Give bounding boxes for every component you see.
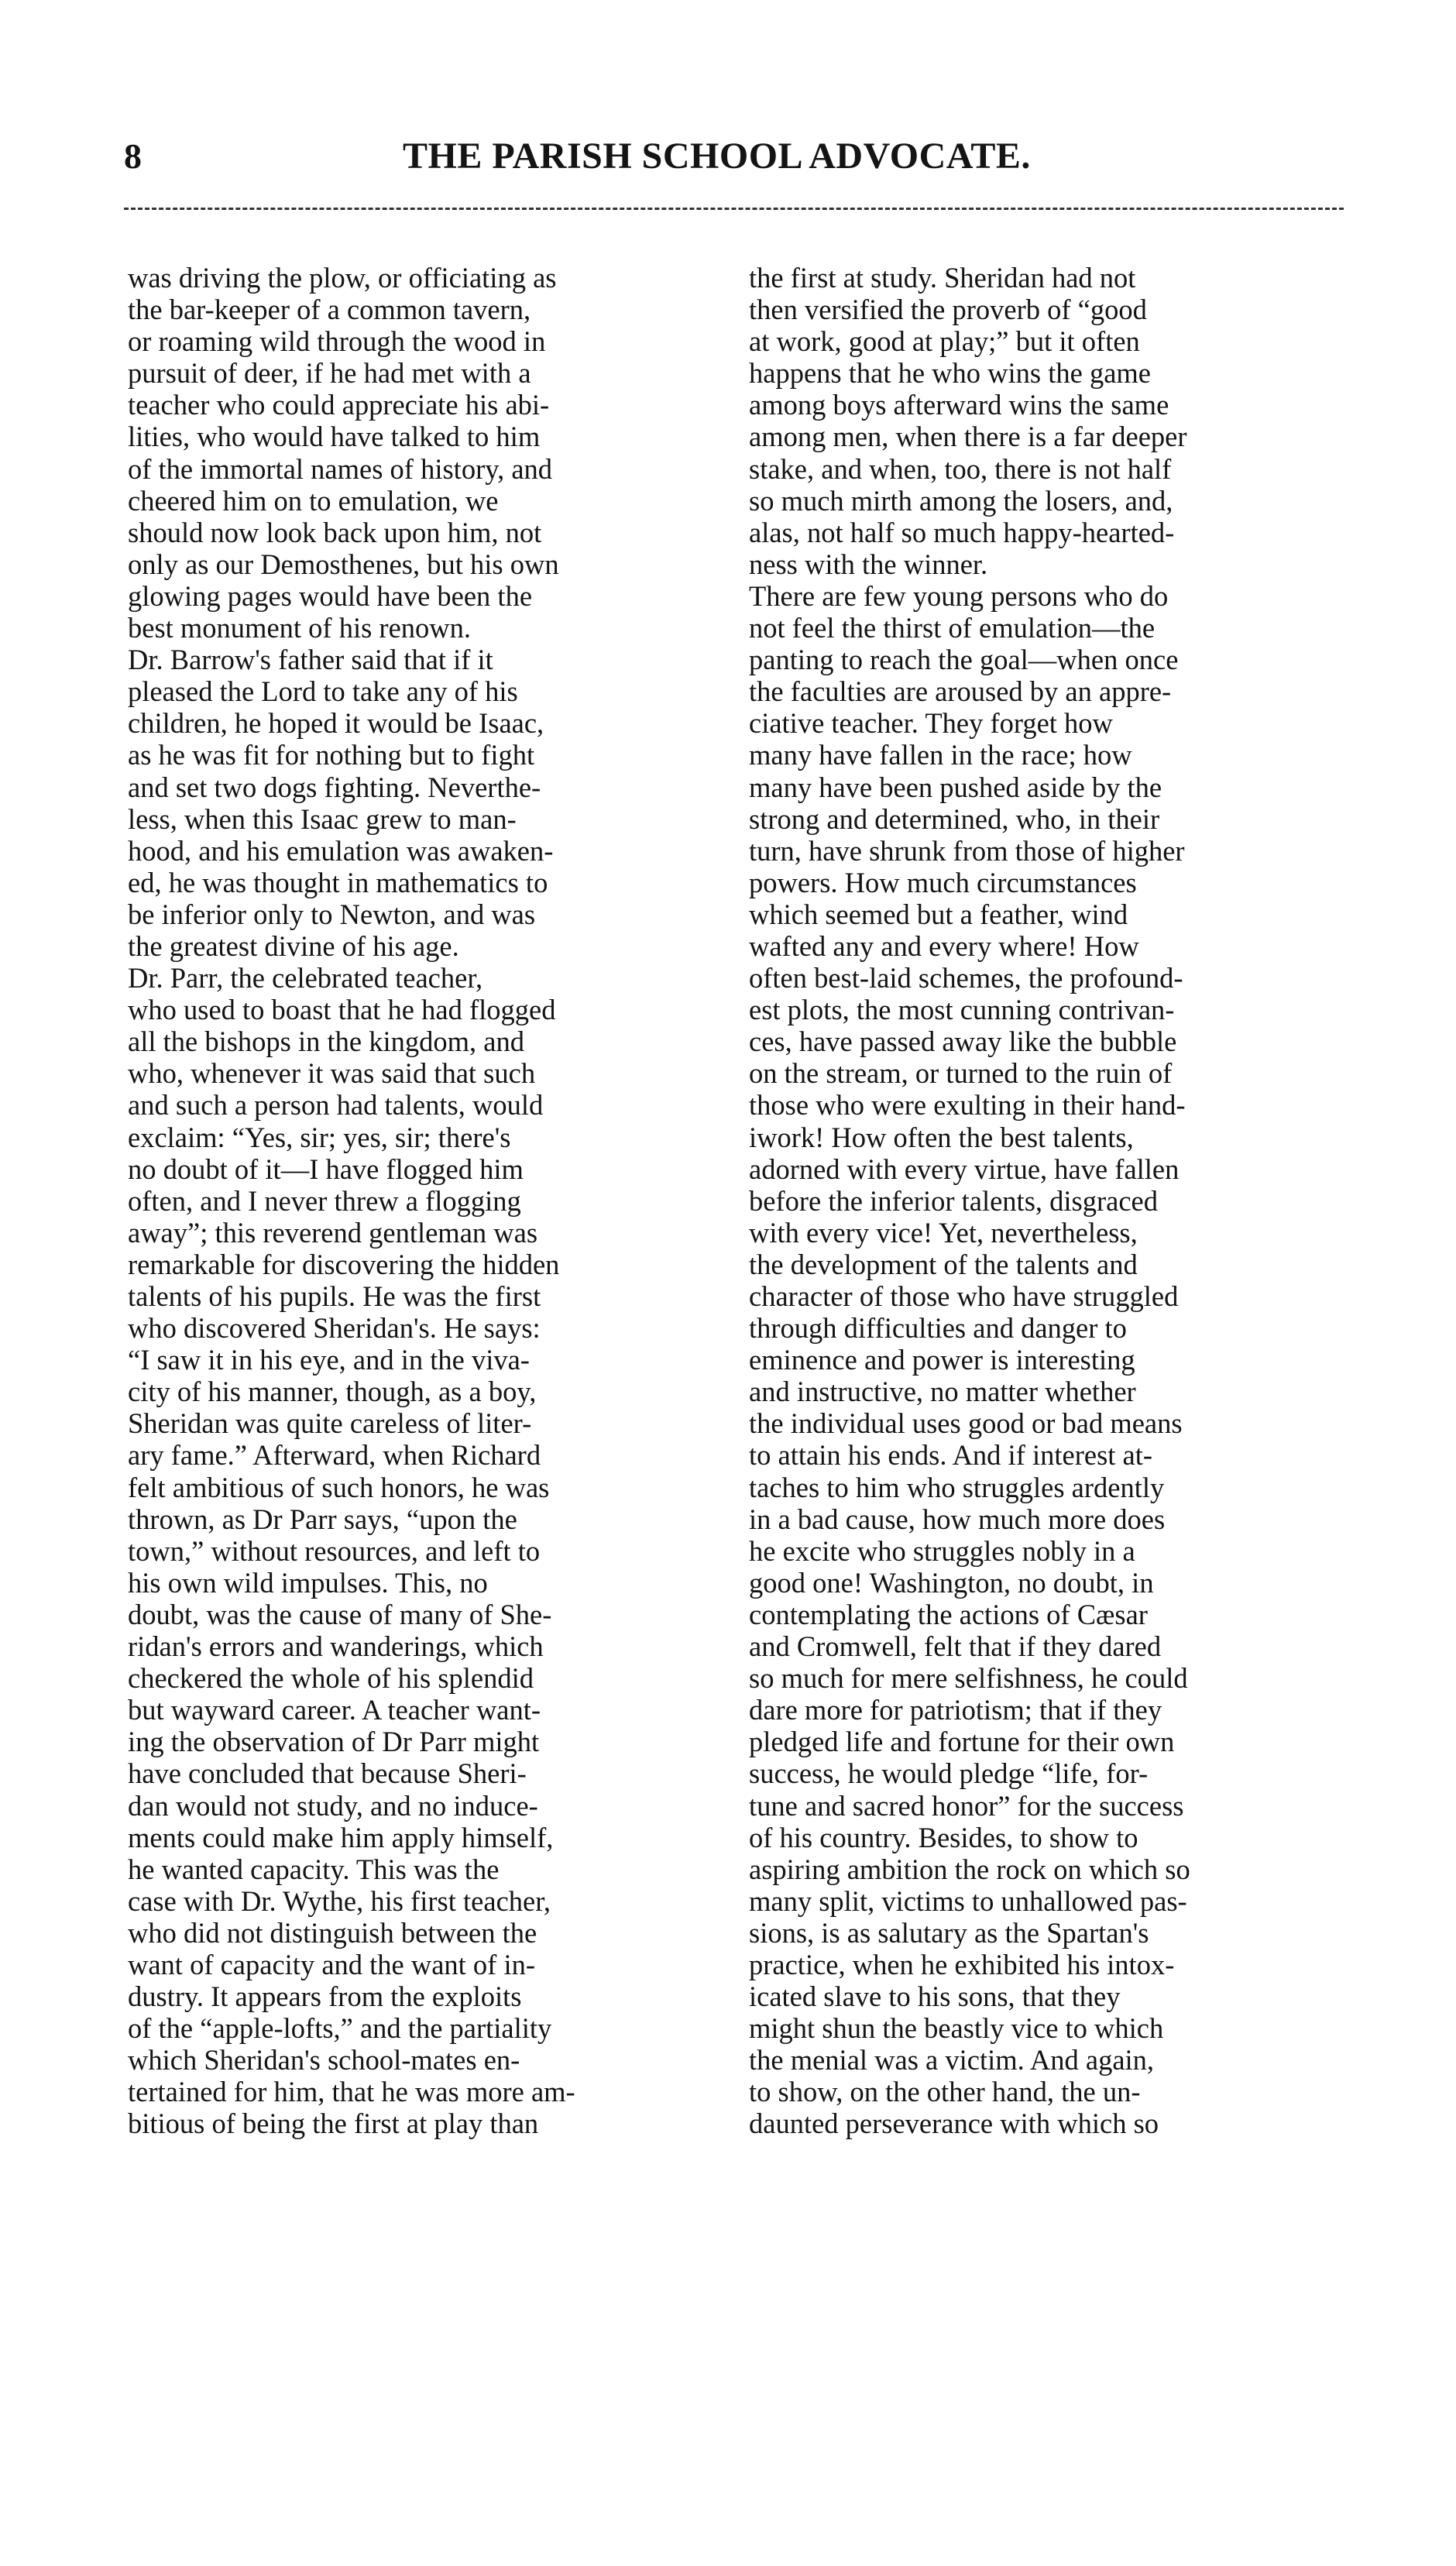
header-rule	[124, 208, 1344, 210]
running-title: THE PARISH SCHOOL ADVOCATE.	[403, 136, 1031, 177]
page-number: 8	[124, 136, 142, 176]
paragraph: was driving the plow, or officiating as the bar-keeper of a common tavern, or roaming wild through the wood in pursuit of deer, if he had met with a teacher who could appreciate his abi- lities, who would have talked to him of the immortal names of history, and cheered him on to emulation, we should now look back upon him, not only as our Demosthenes, but his own glowing pages would have been the best monument of his renown.	[128, 262, 559, 644]
paragraph: Dr. Barrow's father said that if it pleased the Lord to take any of his children, he hoped it would be Isaac, as he was fit for nothing but to fight and set two dogs fighting. Neverthe- less, when this Isaac grew to man- hood, and his emulation was awaken- ed, he was thought in mathematics to be inferior only to Newton, and was the greatest divine of his age.	[128, 644, 554, 962]
paragraph: There are few young persons who do not feel the thirst of emulation—the panting to reach the goal—when once the faculties are aroused by an appre- ciative teacher. They forget how many have fallen in the race; how many have been pushed aside by the strong and determined, who, in their turn, have shrunk from those of higher powers. How much circumstances which seemed but a feather, wind wafted any and every where! How often best-laid schemes, the profound- est plots, the most cunning contrivan- ces, have passed away like the bubble on the stream, or turned to the ruin of those who were exulting in their hand- iwork! How often the best talents, adorned with every virtue, have fallen before the inferior talents, disgraced with every vice! Yet, nevertheless, the development of the talents and character of those who have struggled through difficulties and danger to eminence and power is interesting and instructive, no matter whether the individual uses good or bad means to attain his ends. And if interest at- taches to him who struggles ardently in a bad cause, how much more does he excite who struggles nobly in a good one! Washington, no doubt, in contemplating the actions of Cæsar and Cromwell, felt that if they dared so much for mere selfishness, he could dare more for patriotism; that if they pledged life and fortune for their own success, he would pledge “life, for- tune and sacred honor” for the success of his country. Besides, to show to aspiring ambition the rock on which so many split, victims to unhallowed pas- sions, is as salutary as the Spartan's practice, when he exhibited his intox- icated slave to his sons, that they might shun the beastly vice to which the menial was a victim. And again, to show, on the other hand, the un- daunted perseverance with which so	[749, 579, 1190, 2140]
paragraph: Dr. Parr, the celebrated teacher, who used to boast that he had flogged all the bishops in the kingdom, and who, whenever it was said that such and such a person had talents, would exclaim: “Yes, sir; yes, sir; there's no doubt of it—I have flogged him often, and I never threw a flogging away”; this reverend gentleman was remarkable for discovering the hidden talents of his pupils. He was the first who discovered Sheridan's. He says: “I saw it in his eye, and in the viva- city of his manner, though, as a boy, Sheridan was quite careless of liter- ary fame.” Afterward, when Richard felt ambitious of such honors, he was thrown, as Dr Parr says, “upon the town,” without resources, and left to his own wild impulses. This, no doubt, was the cause of many of She- ridan's errors and wanderings, which checkered the whole of his splendid but wayward career. A teacher want- ing the observation of Dr Parr might have concluded that because Sheri- dan would not study, and no induce- ments could make him apply himself, he wanted capacity. This was the case with Dr. Wythe, his first teacher, who did not distinguish between the want of capacity and the want of in- dustry. It appears from the exploits of the “apple-lofts,” and the partiality which Sheridan's school-mates en- tertained for him, that he was more am- bitious of being the first at play than	[128, 962, 575, 2140]
text-column-right	[749, 262, 1338, 2516]
page-header	[0, 133, 1456, 187]
paragraph: the first at study. Sheridan had not then versified the proverb of “good at work, good at play;” but it often happens that he who wins the game among boys afterward wins the same among men, when there is a far deeper stake, and when, too, there is not half so much mirth among the losers, and, alas, not half so much happy-hearted- ness with the winner.	[749, 262, 1187, 580]
text-column-left	[128, 262, 716, 2516]
